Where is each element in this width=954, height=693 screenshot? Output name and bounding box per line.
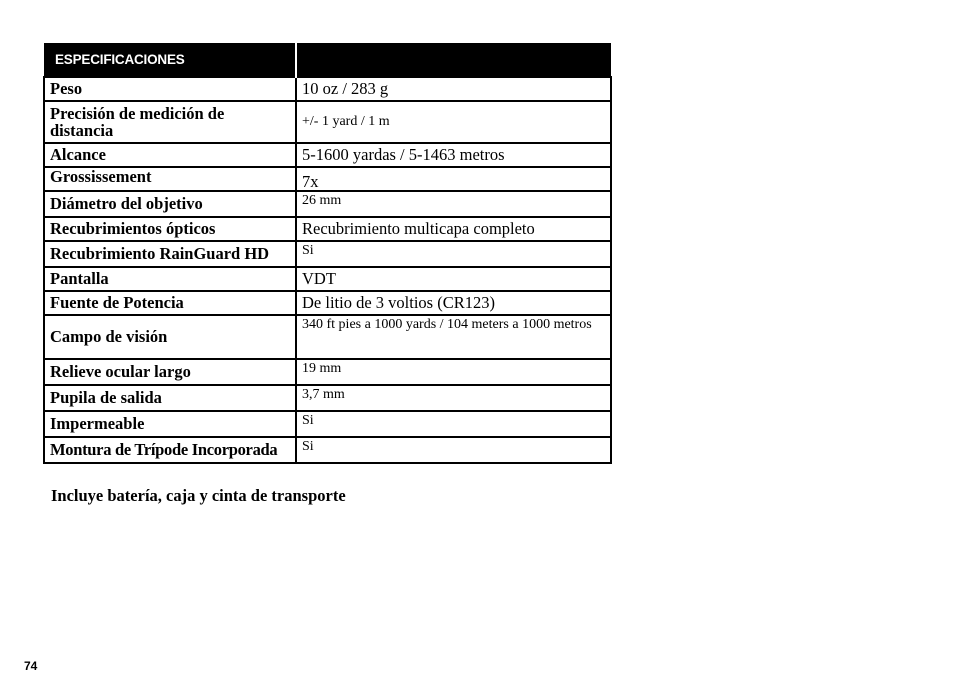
spec-value: 7x	[296, 167, 611, 191]
spec-value: Recubrimiento multicapa completo	[296, 217, 611, 241]
table-row	[44, 437, 611, 463]
spec-value: Si	[296, 411, 611, 437]
page-number: 74	[24, 659, 38, 673]
table-row	[44, 241, 611, 267]
spec-label: Diámetro del objetivo	[44, 191, 296, 217]
spec-label: Alcance	[44, 143, 296, 167]
table-header-title: ESPECIFICACIONES	[44, 43, 296, 77]
spec-label: Recubrimiento RainGuard HD	[44, 241, 296, 267]
spec-label: Pantalla	[44, 267, 296, 291]
spec-label: Campo de visión	[44, 315, 296, 359]
spec-value: 340 ft pies a 1000 yards / 104 meters a 1000 metros	[296, 315, 611, 359]
spec-label: Pupila de salida	[44, 385, 296, 411]
spec-value: VDT	[296, 267, 611, 291]
included-items-note: Incluye batería, caja y cinta de transporte	[51, 486, 346, 505]
table-header-row	[44, 43, 611, 77]
spec-value: 3,7 mm	[296, 385, 611, 411]
spec-label: Relieve ocular largo	[44, 359, 296, 385]
table-row	[44, 143, 611, 167]
spec-label: Precisión de medición de distancia	[44, 101, 296, 143]
spec-label: Impermeable	[44, 411, 296, 437]
spec-value: 26 mm	[296, 191, 611, 217]
table-row	[44, 411, 611, 437]
table-row	[44, 291, 611, 315]
spec-value: 5-1600 yardas / 5-1463 metros	[296, 143, 611, 167]
spec-value: 19 mm	[296, 359, 611, 385]
table-row	[44, 385, 611, 411]
spec-label: Peso	[44, 77, 296, 101]
spec-value: 10 oz / 283 g	[296, 77, 611, 101]
spec-label: Montura de Trípode Incorporada	[44, 437, 296, 463]
spec-label: Recubrimientos ópticos	[44, 217, 296, 241]
table-row	[44, 191, 611, 217]
specifications-table	[43, 43, 612, 464]
spec-value: De litio de 3 voltios (CR123)	[296, 291, 611, 315]
table-row	[44, 217, 611, 241]
spec-label: Grossissement	[44, 167, 296, 191]
spec-label: Fuente de Potencia	[44, 291, 296, 315]
table-row	[44, 359, 611, 385]
spec-value: +/- 1 yard / 1 m	[296, 101, 611, 143]
table-header-blank	[296, 43, 611, 77]
table-row	[44, 101, 611, 143]
spec-value: Si	[296, 241, 611, 267]
table-row	[44, 77, 611, 101]
table-row	[44, 315, 611, 359]
table-row	[44, 167, 611, 191]
table-row	[44, 267, 611, 291]
spec-value: Si	[296, 437, 611, 463]
